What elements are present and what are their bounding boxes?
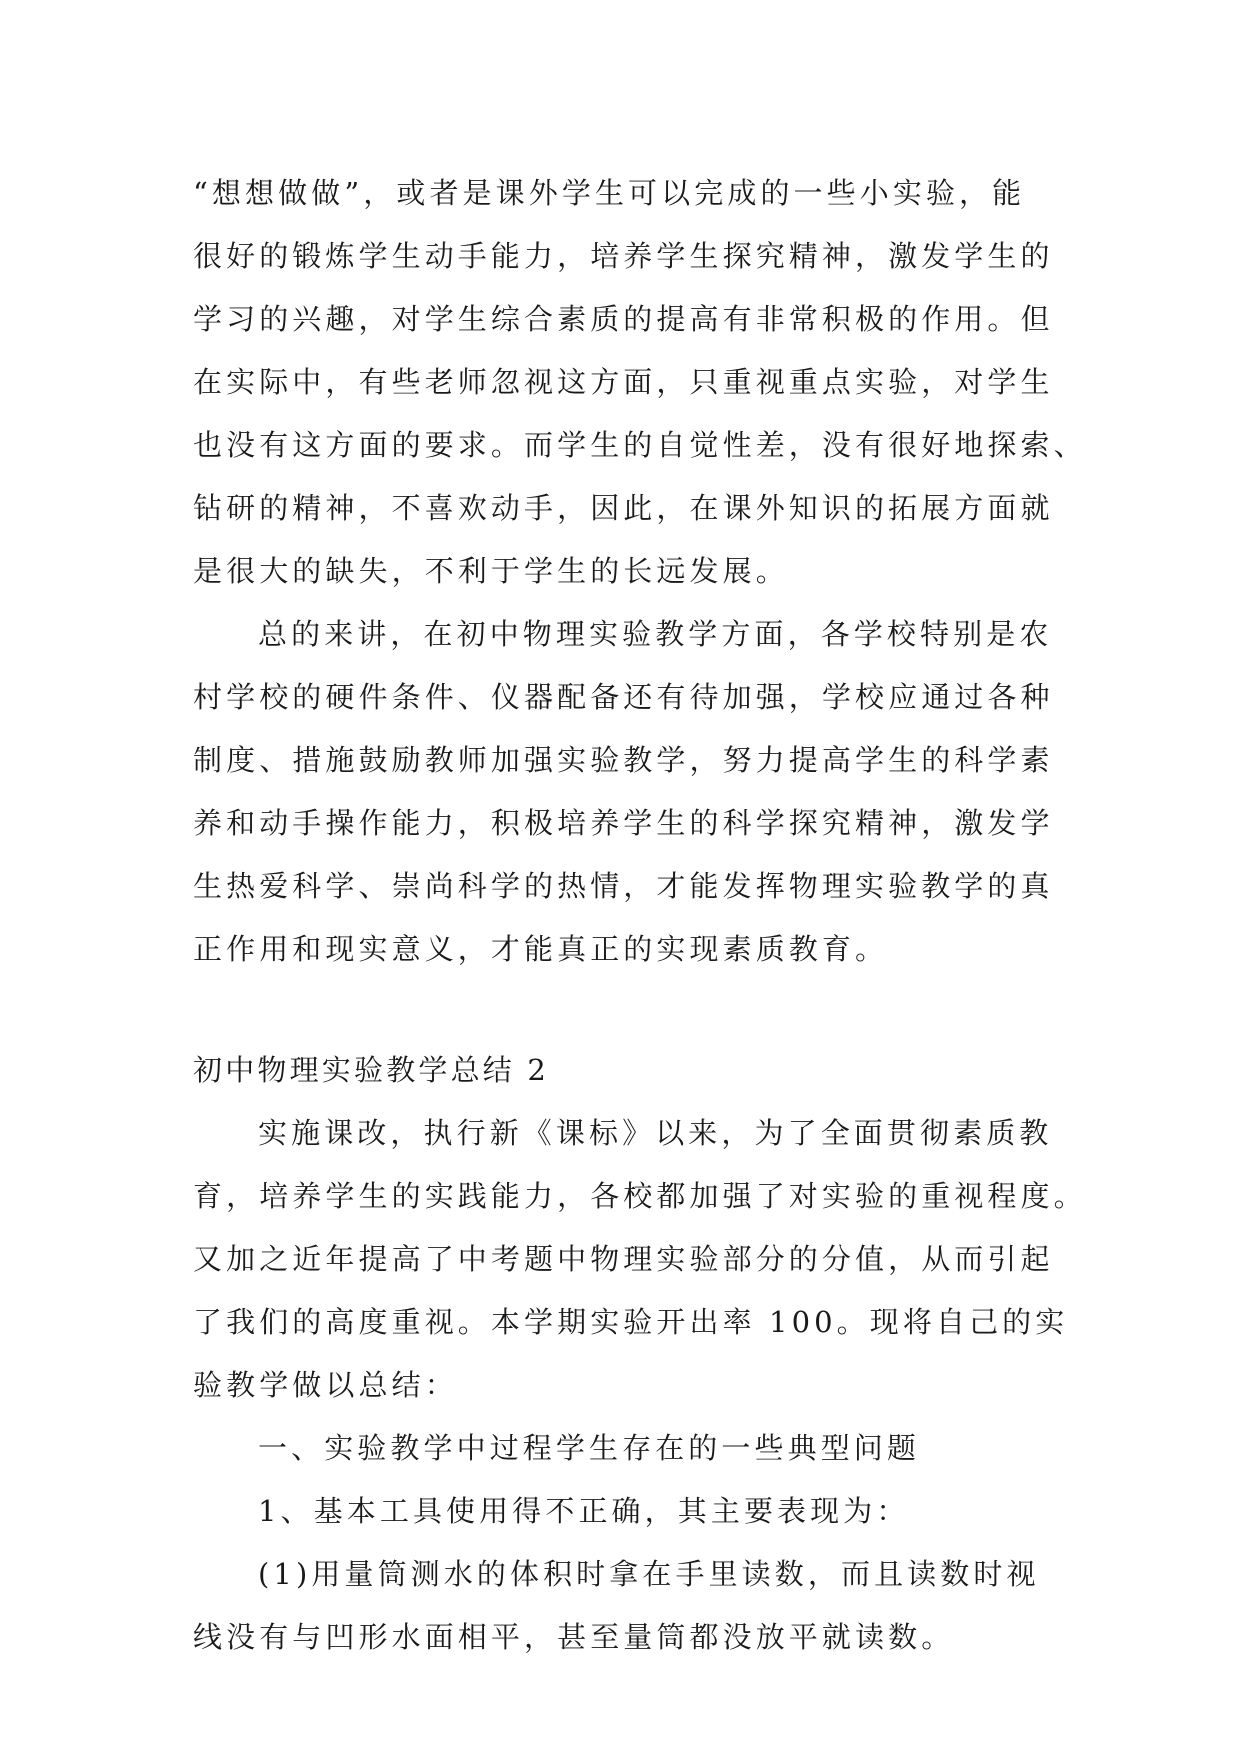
paragraph-line: 生热爱科学、崇尚科学的热情，才能发挥物理实验教学的真 (193, 869, 1054, 903)
paragraph-line: 很好的锻炼学生动手能力，培养学生探究精神，激发学生的 (193, 239, 1054, 273)
document-body (193, 162, 1087, 1669)
paragraph-line: 验教学做以总结： (193, 1368, 458, 1402)
section-spacer (193, 981, 1073, 1039)
paragraph-4 (193, 1543, 1073, 1669)
paragraph-line: 制度、措施鼓励教师加强实验教学，努力提高学生的科学素 (193, 743, 1054, 777)
paragraph-line: 是很大的缺失，不利于学生的长远发展。 (193, 554, 789, 588)
paragraph-line: 村学校的硬件条件、仪器配备还有待加强，学校应通过各种 (193, 680, 1054, 714)
paragraph-line: 了我们的高度重视。本学期实验开出率 100。现将自己的实 (193, 1305, 1069, 1339)
paragraph-line: 钻研的精神，不喜欢动手，因此，在课外知识的拓展方面就 (193, 491, 1054, 525)
paragraph-line: 育，培养学生的实践能力，各校都加强了对实验的重视程度。 (193, 1179, 1087, 1213)
paragraph-3 (193, 1102, 1087, 1417)
item-heading: 一、实验教学中过程学生存在的一些典型问题 (258, 1431, 921, 1465)
paragraph-line: 也没有这方面的要求。而学生的自觉性差，没有很好地探索、 (193, 428, 1087, 462)
paragraph-2 (193, 603, 1073, 981)
paragraph-line: 总的来讲，在初中物理实验教学方面，各学校特别是农 (258, 617, 1053, 651)
paragraph-line: 养和动手操作能力，积极培养学生的科学探究精神，激发学 (193, 806, 1054, 840)
paragraph-1 (193, 162, 1087, 603)
paragraph-line: 正作用和现实意义，才能真正的实现素质教育。 (193, 932, 889, 966)
paragraph-line: 学习的兴趣，对学生综合素质的提高有非常积极的作用。但 (193, 302, 1054, 336)
section-title: 初中物理实验教学总结 2 (193, 1053, 550, 1087)
paragraph-line: 在实际中，有些老师忽视这方面，只重视重点实验，对学生 (193, 365, 1054, 399)
paragraph-line: 实施课改，执行新《课标》以来，为了全面贯彻素质教 (258, 1116, 1053, 1150)
paragraph-line: “想想做做”，或者是课外学生可以完成的一些小实验，能 (193, 176, 1026, 210)
sub-item: 1、基本工具使用得不正确，其主要表现为： (258, 1494, 910, 1528)
paragraph-line: 又加之近年提高了中考题中物理实验部分的分值，从而引起 (193, 1242, 1054, 1276)
paragraph-line: 线没有与凹形水面相平，甚至量筒都没放平就读数。 (193, 1620, 955, 1654)
paragraph-line: (1)用量筒测水的体积时拿在手里读数，而且读数时视 (258, 1557, 1040, 1591)
